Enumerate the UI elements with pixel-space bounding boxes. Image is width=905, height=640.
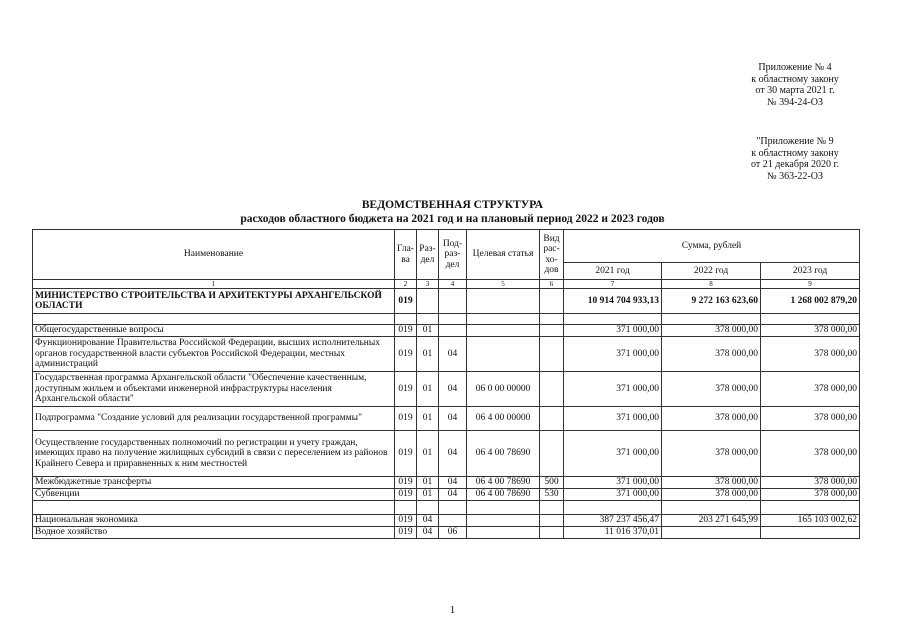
cell-chapter: 019 bbox=[395, 325, 417, 337]
cell-2021: 11 016 370,01 bbox=[564, 527, 662, 539]
cell-2023: 378 000,00 bbox=[761, 477, 860, 489]
cell-2021: 371 000,00 bbox=[564, 337, 662, 372]
cell-2023: 378 000,00 bbox=[761, 325, 860, 337]
cell-type: 500 bbox=[540, 477, 564, 489]
column-number: 9 bbox=[761, 280, 860, 289]
cell-section: 01 bbox=[417, 477, 439, 489]
cell-2021: 371 000,00 bbox=[564, 407, 662, 431]
cell-2023 bbox=[761, 527, 860, 539]
cell-chapter: 019 bbox=[395, 407, 417, 431]
column-numbers-row bbox=[33, 280, 860, 289]
cell-chapter: 019 bbox=[395, 372, 417, 407]
cell-2022 bbox=[662, 527, 761, 539]
cell-subsection bbox=[439, 289, 467, 314]
cell-name: Национальная экономика bbox=[33, 515, 395, 527]
cell-2023: 378 000,00 bbox=[761, 407, 860, 431]
cell-subsection: 06 bbox=[439, 527, 467, 539]
annex-line: к областному закону bbox=[751, 73, 839, 85]
annex-line: № 394-24-ОЗ bbox=[767, 96, 823, 108]
cell-type: 530 bbox=[540, 489, 564, 501]
cell-name: Подпрограмма "Создание условий для реализации государственной программы" bbox=[33, 407, 395, 431]
annex-line: от 21 декабря 2020 г. bbox=[750, 159, 840, 170]
header-chapter: Гла-ва bbox=[395, 230, 417, 280]
table-row bbox=[33, 337, 860, 372]
cell-type bbox=[540, 372, 564, 407]
cell-chapter: 019 bbox=[395, 515, 417, 527]
cell-2021: 371 000,00 bbox=[564, 489, 662, 501]
header-type: Вид рас-хо-дов bbox=[540, 230, 564, 280]
annex-line: от 30 марта 2021 г. bbox=[755, 85, 835, 96]
cell-name: Государственная программа Архангельской области "Обеспечение качественным, доступным жильем и объектами инженерной инфраструктуры населения Архангельской области" bbox=[33, 372, 395, 407]
column-number: 3 bbox=[417, 280, 439, 289]
table-row bbox=[33, 431, 860, 477]
cell-target: 06 4 00 78690 bbox=[467, 489, 540, 501]
cell-2022: 378 000,00 bbox=[662, 489, 761, 501]
cell-subsection bbox=[439, 515, 467, 527]
cell-chapter: 019 bbox=[395, 527, 417, 539]
cell-section: 01 bbox=[417, 337, 439, 372]
spacer-row bbox=[33, 314, 860, 325]
cell-2021: 371 000,00 bbox=[564, 431, 662, 477]
cell-2022: 378 000,00 bbox=[662, 431, 761, 477]
cell-name: Водное хозяйство bbox=[33, 527, 395, 539]
cell-name: Функционирование Правительства Российской Федерации, высших исполнительных органов государственной власти субъектов Российской Федерации, местных администраций bbox=[33, 337, 395, 372]
spacer-row bbox=[33, 501, 860, 515]
column-number: 5 bbox=[467, 280, 540, 289]
annex-line: к областному закону bbox=[751, 147, 839, 159]
table-row bbox=[33, 289, 860, 314]
cell-name: Межбюджетные трансферты bbox=[33, 477, 395, 489]
header-sum: Сумма, рублей bbox=[564, 230, 860, 263]
cell-target bbox=[467, 325, 540, 337]
header-2022: 2022 год bbox=[662, 263, 761, 280]
cell-type bbox=[540, 337, 564, 372]
cell-chapter: 019 bbox=[395, 477, 417, 489]
annex-reference-original bbox=[715, 136, 875, 182]
cell-2022: 9 272 163 623,60 bbox=[662, 289, 761, 314]
cell-2023: 165 103 002,62 bbox=[761, 515, 860, 527]
cell-section: 01 bbox=[417, 372, 439, 407]
header-subsection: Под-раз-дел bbox=[439, 230, 467, 280]
table-row bbox=[33, 489, 860, 501]
cell-section: 01 bbox=[417, 325, 439, 337]
cell-2022: 378 000,00 bbox=[662, 337, 761, 372]
header-section: Раз-дел bbox=[417, 230, 439, 280]
table-row bbox=[33, 515, 860, 527]
cell-subsection: 04 bbox=[439, 337, 467, 372]
cell-2022: 203 271 645,99 bbox=[662, 515, 761, 527]
cell-type bbox=[540, 431, 564, 477]
cell-2023: 378 000,00 bbox=[761, 372, 860, 407]
cell-2023: 378 000,00 bbox=[761, 337, 860, 372]
cell-2022: 378 000,00 bbox=[662, 477, 761, 489]
table-row bbox=[33, 477, 860, 489]
cell-type bbox=[540, 325, 564, 337]
column-number: 4 bbox=[439, 280, 467, 289]
column-number: 6 bbox=[540, 280, 564, 289]
cell-subsection: 04 bbox=[439, 407, 467, 431]
cell-target: 06 4 00 78690 bbox=[467, 477, 540, 489]
cell-chapter: 019 bbox=[395, 431, 417, 477]
cell-section: 01 bbox=[417, 407, 439, 431]
cell-section: 04 bbox=[417, 527, 439, 539]
cell-target bbox=[467, 527, 540, 539]
cell-type bbox=[540, 289, 564, 314]
cell-section: 01 bbox=[417, 489, 439, 501]
cell-2021: 371 000,00 bbox=[564, 372, 662, 407]
budget-structure-table bbox=[32, 229, 860, 539]
cell-2023: 378 000,00 bbox=[761, 431, 860, 477]
cell-target: 06 4 00 00000 bbox=[467, 407, 540, 431]
cell-subsection: 04 bbox=[439, 477, 467, 489]
cell-2022: 378 000,00 bbox=[662, 407, 761, 431]
table-row bbox=[33, 407, 860, 431]
cell-section bbox=[417, 289, 439, 314]
column-number: 2 bbox=[395, 280, 417, 289]
annex-line: "Приложение № 9 bbox=[756, 136, 834, 147]
cell-subsection bbox=[439, 325, 467, 337]
cell-type bbox=[540, 515, 564, 527]
cell-target: 06 0 00 00000 bbox=[467, 372, 540, 407]
cell-2021: 10 914 704 933,13 bbox=[564, 289, 662, 314]
column-number: 1 bbox=[33, 280, 395, 289]
header-name: Наименование bbox=[33, 230, 395, 280]
cell-name: МИНИСТЕРСТВО СТРОИТЕЛЬСТВА И АРХИТЕКТУРЫ АРХАНГЕЛЬСКОЙ ОБЛАСТИ bbox=[33, 289, 395, 314]
cell-name: Общегосударственные вопросы bbox=[33, 325, 395, 337]
cell-target bbox=[467, 337, 540, 372]
cell-2021: 387 237 456,47 bbox=[564, 515, 662, 527]
cell-type bbox=[540, 407, 564, 431]
header-2021: 2021 год bbox=[564, 263, 662, 280]
table-row bbox=[33, 325, 860, 337]
cell-section: 04 bbox=[417, 515, 439, 527]
table-row bbox=[33, 372, 860, 407]
document-subtitle: расходов областного бюджета на 2021 год и на плановый период 2022 и 2023 годов bbox=[240, 213, 665, 225]
cell-target bbox=[467, 289, 540, 314]
annex-line: Приложение № 4 bbox=[758, 62, 832, 73]
cell-2022: 378 000,00 bbox=[662, 372, 761, 407]
cell-target: 06 4 00 78690 bbox=[467, 431, 540, 477]
annex-reference-current bbox=[715, 62, 875, 108]
table-row bbox=[33, 527, 860, 539]
cell-chapter: 019 bbox=[395, 289, 417, 314]
cell-subsection: 04 bbox=[439, 372, 467, 407]
header-target: Целевая статья bbox=[467, 230, 540, 280]
cell-subsection: 04 bbox=[439, 431, 467, 477]
annex-line: № 363-22-ОЗ bbox=[767, 170, 823, 182]
document-title: ВЕДОМСТВЕННАЯ СТРУКТУРА bbox=[361, 199, 544, 211]
cell-name: Осуществление государственных полномочий по регистрации и учету граждан, имеющих право на получение жилищных субсидий в связи с переселением из районов Крайнего Севера и приравненных к ним местностей bbox=[33, 431, 395, 477]
column-number: 8 bbox=[662, 280, 761, 289]
cell-2023: 1 268 002 879,20 bbox=[761, 289, 860, 314]
cell-name: Субвенции bbox=[33, 489, 395, 501]
cell-section: 01 bbox=[417, 431, 439, 477]
column-number: 7 bbox=[564, 280, 662, 289]
page-number: 1 bbox=[449, 604, 456, 616]
cell-2022: 378 000,00 bbox=[662, 325, 761, 337]
cell-subsection: 04 bbox=[439, 489, 467, 501]
cell-chapter: 019 bbox=[395, 489, 417, 501]
cell-target bbox=[467, 515, 540, 527]
cell-2021: 371 000,00 bbox=[564, 325, 662, 337]
table-header-row bbox=[33, 230, 860, 263]
header-2023: 2023 год bbox=[761, 263, 860, 280]
cell-type bbox=[540, 527, 564, 539]
cell-2021: 371 000,00 bbox=[564, 477, 662, 489]
cell-chapter: 019 bbox=[395, 337, 417, 372]
cell-2023: 378 000,00 bbox=[761, 489, 860, 501]
